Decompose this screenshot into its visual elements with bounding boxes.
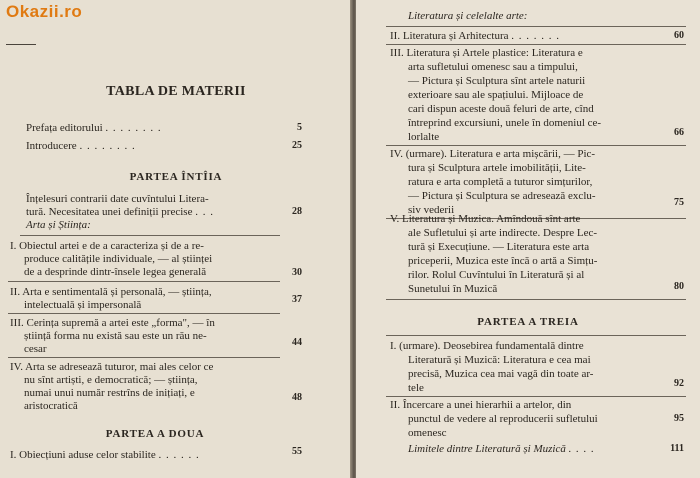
divider [386,44,686,45]
toc-entry-line: V. Literatura și Muzica. Amîndouă sînt arte [390,213,581,225]
part-heading-2: PARTEA A DOUA [105,428,205,440]
top-dash [6,44,36,45]
divider [386,335,686,336]
divider [386,145,686,146]
page-number: 5 [297,122,302,133]
page-number: 30 [292,267,302,278]
page-number: 60 [674,30,684,41]
toc-entry-line: aristocratică [24,400,78,412]
toc-entry-introduction: Introducere . . . . . . . . [26,140,136,152]
toc-entry-line: II. Literatura și Arhitectura . . . . . . . [390,30,561,42]
toc-entry-footer: Limitele dintre Literatură și Muzică . . . . [408,443,595,455]
toc-entry-line: I. Obiectul artei e de a caracteriza și de a re- [10,240,204,252]
toc-entry-line: omenesc [408,427,447,439]
toc-entry-line: III. Literatura și Artele plastice: Literatura e [390,47,583,59]
toc-entry-line: exterioare sau ale spațiului. Mijloace de [408,89,584,101]
divider [8,281,280,282]
toc-entry-intro-line: Înțelesuri contrarii date cuvîntului Litera- [26,193,209,205]
page-number: 95 [674,413,684,424]
page-number: 66 [674,127,684,138]
toc-entry-line: I. (urmare). Deosebirea fundamentală dintre [390,340,584,352]
toc-entry-line: ale Sufletului și arte indirecte. Despre Lec- [408,227,598,239]
toc-entry-line: — Pictura și Sculptura se adresează exclu- [408,190,596,202]
toc-title: TABLA DE MATERII [106,84,246,99]
divider [8,357,280,358]
toc-entry-line: numai unui număr restrîns de inițiați, e [24,387,195,399]
toc-entry-line: tele [408,382,424,394]
section-subtitle: Arta și Știința: [26,219,91,231]
toc-entry-line: punctul de vedere al reproducerii sufletului [408,413,598,425]
toc-entry-line: tură și Execuțiune. — Literatura este arta [408,241,590,253]
toc-entry-line: produce calitățile individuale, — al științei [24,253,213,265]
toc-entry-line: tura și Sculptura artele imobilității, Lite- [408,162,586,174]
toc-entry-line: ratura e arta completă a tuturor simțurilor, [408,176,593,188]
toc-entry-line: cari dispun aceste două feluri de arte, cînd [408,103,594,115]
part-heading-3: PARTEA A TREIA [477,316,579,328]
page-number: 92 [674,378,684,389]
toc-entry-line: intelectuală și impersonală [24,299,142,311]
toc-entry-line: — Pictura și Sculptura sînt artele naturii [408,75,586,87]
section-subtitle: Literatura și celelalte arte: [408,10,528,22]
toc-entry-line: II. Încercare a unei hierarhii a artelor, din [390,399,572,411]
toc-entry-line: priceperii, Muzica este încă o artă a Simțu- [408,255,598,267]
toc-entry-line: nu sînt artiști, e democratică; — știința, [24,374,198,386]
toc-entry-line: II. Arta e sentimentală și personală, — știința, [10,286,212,298]
divider [20,235,280,236]
divider [386,299,686,300]
page-number: 48 [292,392,302,403]
page-number: 25 [292,140,302,151]
toc-entry-line: rilor. Rolul Cuvîntului în Literatură și al [408,269,585,281]
right-page [356,0,700,478]
toc-entry-line: Sunetului în Muzică [408,283,498,295]
toc-entry-line: cesar [24,343,47,355]
toc-entry-intro-line: tură. Necesitatea unei definiții precise . . . [26,206,214,218]
toc-entry-line: întreprind excursiuni, unele în domeniul ce- [408,117,602,129]
divider [386,26,686,27]
toc-entry-line: IV. (urmare). Literatura e arta mișcării, — Pic- [390,148,596,160]
page-number: 80 [674,281,684,292]
toc-entry-line: precisă, Muzica cea mai vagă din toate ar- [408,368,594,380]
toc-entry-line: lorlalte [408,131,440,143]
toc-entry-line: siv vederii [408,204,455,216]
toc-entry-line: Literatură și Muzică: Literatura e cea mai [408,354,591,366]
toc-entry-line: IV. Arta se adresează tuturor, mai ales celor ce [10,361,214,373]
divider [8,313,280,314]
toc-entry-line: III. Cerința supremă a artei este „forma", — în [10,317,215,329]
page-number: 111 [670,443,684,454]
page-number: 37 [292,294,302,305]
toc-entry-line: știință forma nu există sau este un rău ne- [24,330,207,342]
watermark-logo: Okazii.ro [6,2,83,21]
part-heading-1: PARTEA ÎNTÎIA [129,171,223,183]
page-number: 28 [292,206,302,217]
page-number: 44 [292,337,302,348]
divider [386,396,686,397]
toc-entry-line: arta sufletului omenesc sau a timpului, [408,61,578,73]
toc-entry-preface: Prefața editorului . . . . . . . . [26,122,162,134]
bleed-text [40,58,43,72]
page-number: 75 [674,197,684,208]
toc-entry-line: I. Obiecțiuni aduse celor stabilite . . . . . . [10,449,200,461]
page-number: 55 [292,446,302,457]
toc-entry-line: de a desprinde dintr-însele legea generală [24,266,207,278]
